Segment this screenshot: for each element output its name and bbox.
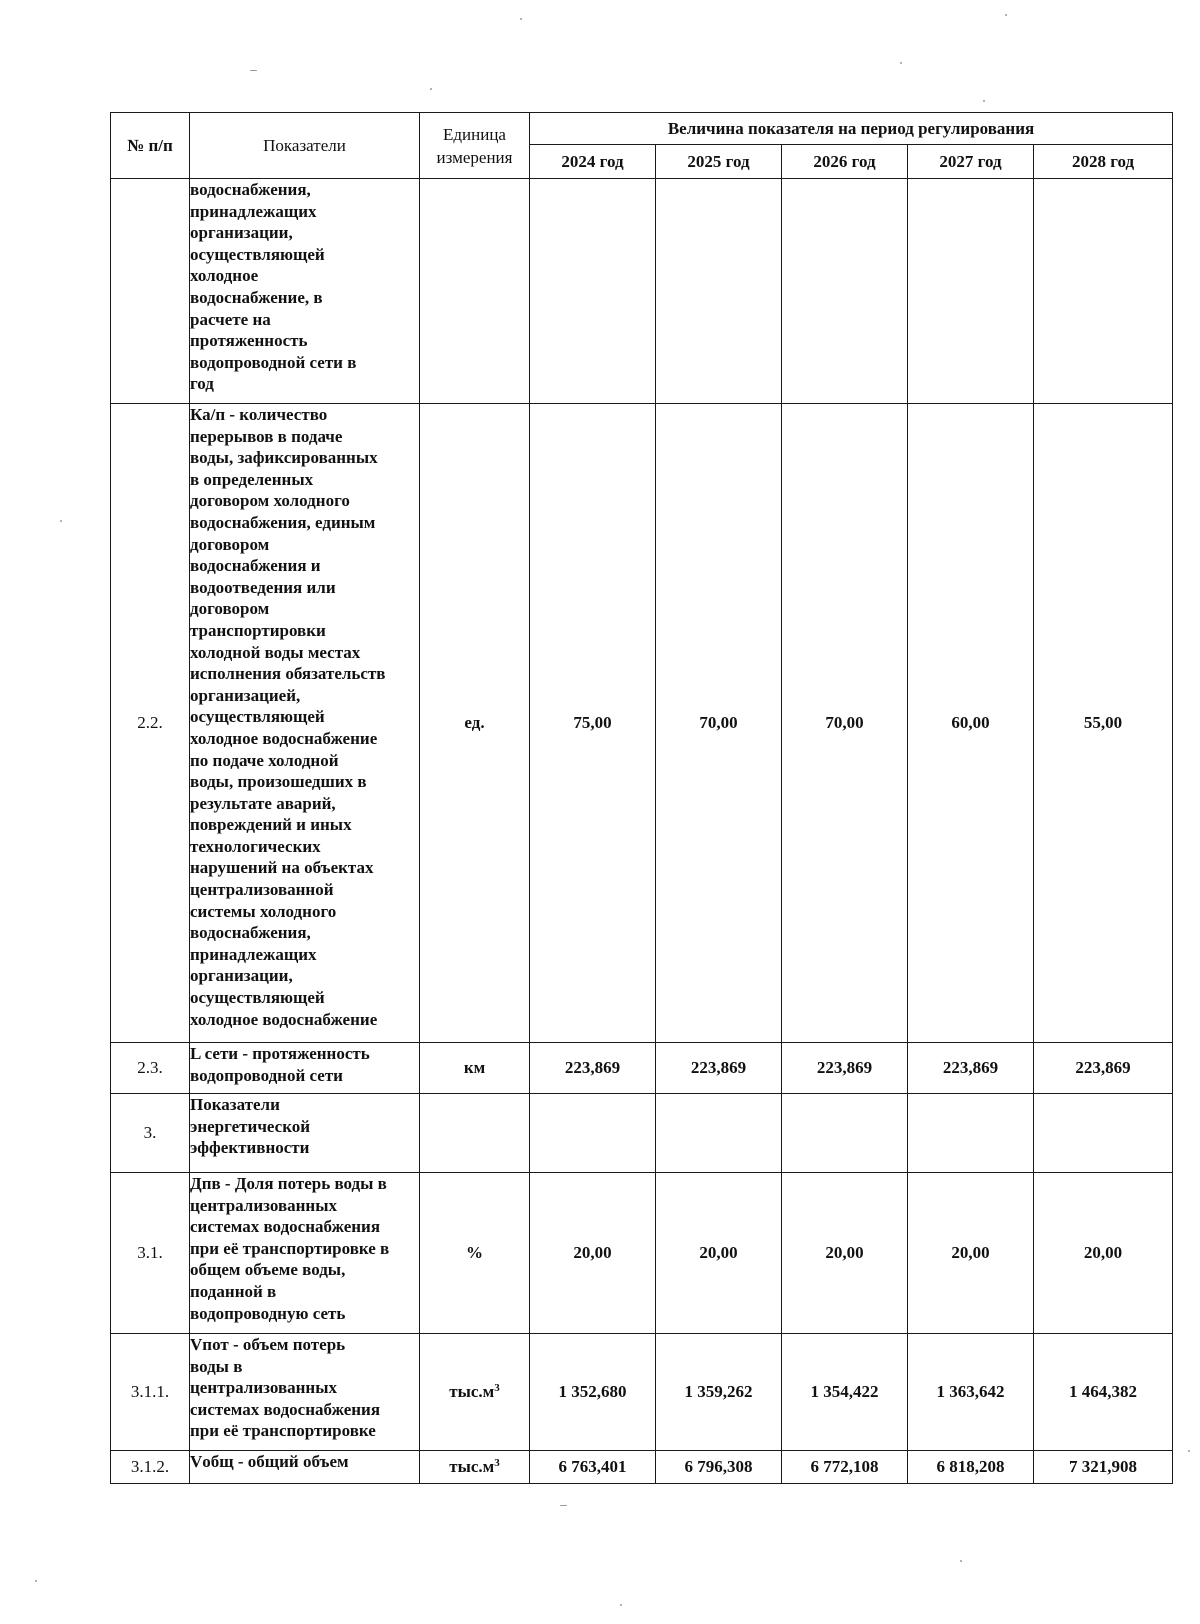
- indicator-line: водоснабжения, единым: [190, 512, 376, 532]
- indicator-line: при её транспортировке: [190, 1421, 376, 1441]
- value-cell: 6 763,401: [530, 1451, 656, 1484]
- indicator-line: централизованной: [190, 880, 334, 900]
- header-number: № п/п: [111, 113, 190, 179]
- table-row: [111, 1451, 1173, 1484]
- value-cell: 7 321,908: [1034, 1451, 1173, 1484]
- header-unit: [420, 113, 530, 179]
- scan-speck: [430, 88, 432, 90]
- indicator-line: системы холодного: [190, 901, 337, 921]
- value-cell: 1 464,382: [1034, 1334, 1173, 1451]
- row-number: 3.1.1.: [111, 1334, 190, 1451]
- indicator-line: централизованных: [190, 1195, 337, 1215]
- scan-speck: [560, 1505, 567, 1506]
- header-year: 2028 год: [1034, 145, 1173, 179]
- indicator-line: водопроводной сети: [190, 1065, 343, 1085]
- scan-speck: [60, 520, 62, 522]
- indicator-cell: [190, 1334, 420, 1451]
- scan-speck: [520, 18, 522, 20]
- value-cell: 1 352,680: [530, 1334, 656, 1451]
- indicator-line: принадлежащих: [190, 944, 317, 964]
- value-cell: [1034, 1094, 1173, 1173]
- unit-superscript: 3: [494, 1457, 500, 1470]
- indicator-cell: [190, 1451, 420, 1484]
- scan-speck: [620, 1604, 622, 1606]
- scan-speck: [983, 100, 985, 102]
- value-cell: [1034, 179, 1173, 404]
- value-cell: 20,00: [908, 1173, 1034, 1334]
- indicator-line: водоснабжения и: [190, 556, 321, 576]
- indicators-table: [110, 112, 1173, 1484]
- unit-text: км: [463, 1058, 486, 1078]
- value-cell: 6 796,308: [656, 1451, 782, 1484]
- value-cell: [908, 1094, 1034, 1173]
- indicator-line: эффективности: [190, 1138, 310, 1158]
- row-number: 2.2.: [111, 404, 190, 1043]
- indicator-line: Ка/п - количество: [190, 405, 328, 424]
- unit-text: ед.: [464, 713, 485, 733]
- indicator-line: поданной в: [190, 1281, 277, 1301]
- row-number: 3.1.2.: [111, 1451, 190, 1484]
- indicator-line: перерывов в подаче: [190, 426, 343, 446]
- indicator-line: нарушений на объектах: [190, 858, 374, 878]
- value-cell: 223,869: [908, 1043, 1034, 1094]
- indicator-line: холодной воды местах: [190, 642, 361, 662]
- indicator-line: воды, зафиксированных: [190, 448, 378, 468]
- unit-text: %: [466, 1243, 483, 1263]
- indicator-line: Vобщ - общий объем: [190, 1452, 349, 1471]
- indicator-line: водоснабжение, в: [190, 287, 323, 307]
- indicator-line: организации,: [190, 966, 293, 986]
- value-cell: [530, 1094, 656, 1173]
- scan-speck: [900, 62, 902, 64]
- scan-speck: [960, 1560, 962, 1562]
- value-cell: 20,00: [782, 1173, 908, 1334]
- value-cell: [656, 1094, 782, 1173]
- value-cell: 60,00: [908, 404, 1034, 1043]
- value-cell: 1 359,262: [656, 1334, 782, 1451]
- header-unit-line: измерения: [436, 147, 513, 167]
- scan-speck: [1188, 1450, 1190, 1452]
- indicator-cell: [190, 1094, 420, 1173]
- indicator-line: Дпв - Доля потерь воды в: [190, 1174, 387, 1193]
- indicator-line: принадлежащих: [190, 201, 317, 221]
- row-number: [111, 179, 190, 404]
- indicator-line: договором: [190, 599, 270, 619]
- value-cell: 20,00: [656, 1173, 782, 1334]
- indicator-line: организации,: [190, 223, 293, 243]
- indicator-line: договором: [190, 534, 270, 554]
- indicator-line: Vпот - объем потерь: [190, 1335, 346, 1354]
- scan-speck: [250, 70, 257, 71]
- indicator-line: энергетической: [190, 1116, 311, 1136]
- indicator-line: результате аварий,: [190, 793, 336, 813]
- indicator-line: воды в: [190, 1356, 243, 1376]
- value-cell: 75,00: [530, 404, 656, 1043]
- table-header: [111, 113, 1173, 179]
- indicator-line: водоснабжения,: [190, 180, 311, 199]
- header-year: 2024 год: [530, 145, 656, 179]
- value-cell: 70,00: [782, 404, 908, 1043]
- value-cell: 223,869: [530, 1043, 656, 1094]
- scan-speck: [1005, 14, 1007, 16]
- unit-cell: [420, 1334, 530, 1451]
- value-cell: 223,869: [782, 1043, 908, 1094]
- header-year: 2027 год: [908, 145, 1034, 179]
- row-number: 3.1.: [111, 1173, 190, 1334]
- unit-text: тыс.м: [449, 1457, 495, 1477]
- value-cell: 1 363,642: [908, 1334, 1034, 1451]
- table-row: [111, 1334, 1173, 1451]
- header-year: 2025 год: [656, 145, 782, 179]
- indicator-cell: [190, 404, 420, 1043]
- table-row: [111, 1094, 1173, 1173]
- indicator-line: водопроводной сети в: [190, 352, 357, 372]
- header-indicator: Показатели: [190, 113, 420, 179]
- value-cell: [530, 179, 656, 404]
- indicator-line: осуществляющей: [190, 707, 325, 727]
- indicator-line: договором холодного: [190, 491, 350, 511]
- value-cell: 223,869: [1034, 1043, 1173, 1094]
- indicator-line: водоотведения или: [190, 577, 336, 597]
- table-row: [111, 179, 1173, 404]
- indicator-line: водоснабжения,: [190, 923, 311, 943]
- scan-speck: [35, 1580, 37, 1582]
- unit-cell: [420, 1173, 530, 1334]
- indicator-line: системах водоснабжения: [190, 1217, 381, 1237]
- unit-text: тыс.м: [449, 1382, 495, 1402]
- value-cell: 20,00: [530, 1173, 656, 1334]
- indicator-line: Показатели: [190, 1095, 280, 1114]
- value-cell: [782, 1094, 908, 1173]
- table-body: [111, 179, 1173, 1484]
- unit-cell: [420, 1094, 530, 1173]
- table-row: [111, 1173, 1173, 1334]
- header-unit-line: Единица: [443, 124, 506, 144]
- indicator-line: осуществляющей: [190, 244, 325, 264]
- indicator-line: транспортировки: [190, 620, 326, 640]
- unit-cell: [420, 1043, 530, 1094]
- unit-cell: [420, 404, 530, 1043]
- indicator-line: по подаче холодной: [190, 750, 339, 770]
- indicator-line: год: [190, 374, 214, 394]
- indicator-line: технологических: [190, 836, 321, 856]
- table-row: [111, 1043, 1173, 1094]
- value-cell: [908, 179, 1034, 404]
- indicator-line: холодное водоснабжение: [190, 728, 378, 748]
- row-number: 3.: [111, 1094, 190, 1173]
- value-cell: 20,00: [1034, 1173, 1173, 1334]
- value-cell: 6 772,108: [782, 1451, 908, 1484]
- value-cell: 70,00: [656, 404, 782, 1043]
- unit-superscript: 3: [494, 1382, 500, 1395]
- unit-cell: [420, 179, 530, 404]
- indicator-line: осуществляющей: [190, 988, 325, 1008]
- value-cell: [656, 179, 782, 404]
- indicator-line: централизованных: [190, 1378, 337, 1398]
- indicator-line: в определенных: [190, 469, 314, 489]
- value-cell: 6 818,208: [908, 1451, 1034, 1484]
- indicator-line: исполнения обязательств: [190, 664, 386, 684]
- indicator-line: системах водоснабжения: [190, 1399, 381, 1419]
- indicator-line: протяженность: [190, 331, 308, 351]
- indicator-cell: [190, 1173, 420, 1334]
- indicator-line: повреждений и иных: [190, 815, 352, 835]
- indicator-line: холодное: [190, 266, 259, 286]
- indicator-line: водопроводную сеть: [190, 1303, 346, 1323]
- indicator-line: общем объеме воды,: [190, 1260, 346, 1280]
- header-period: Величина показателя на период регулирования: [530, 113, 1173, 145]
- value-cell: [782, 179, 908, 404]
- indicator-cell: [190, 1043, 420, 1094]
- indicator-line: организацией,: [190, 685, 301, 705]
- indicator-line: холодное водоснабжение: [190, 1009, 378, 1029]
- unit-cell: [420, 1451, 530, 1484]
- value-cell: 1 354,422: [782, 1334, 908, 1451]
- indicator-line: воды, произошедших в: [190, 772, 367, 792]
- indicator-line: при её транспортировке в: [190, 1238, 390, 1258]
- table-row: [111, 404, 1173, 1043]
- header-year: 2026 год: [782, 145, 908, 179]
- value-cell: 55,00: [1034, 404, 1173, 1043]
- value-cell: 223,869: [656, 1043, 782, 1094]
- row-number: 2.3.: [111, 1043, 190, 1094]
- indicator-line: L сети - протяженность: [190, 1044, 370, 1063]
- indicator-line: расчете на: [190, 309, 271, 329]
- indicator-cell: [190, 179, 420, 404]
